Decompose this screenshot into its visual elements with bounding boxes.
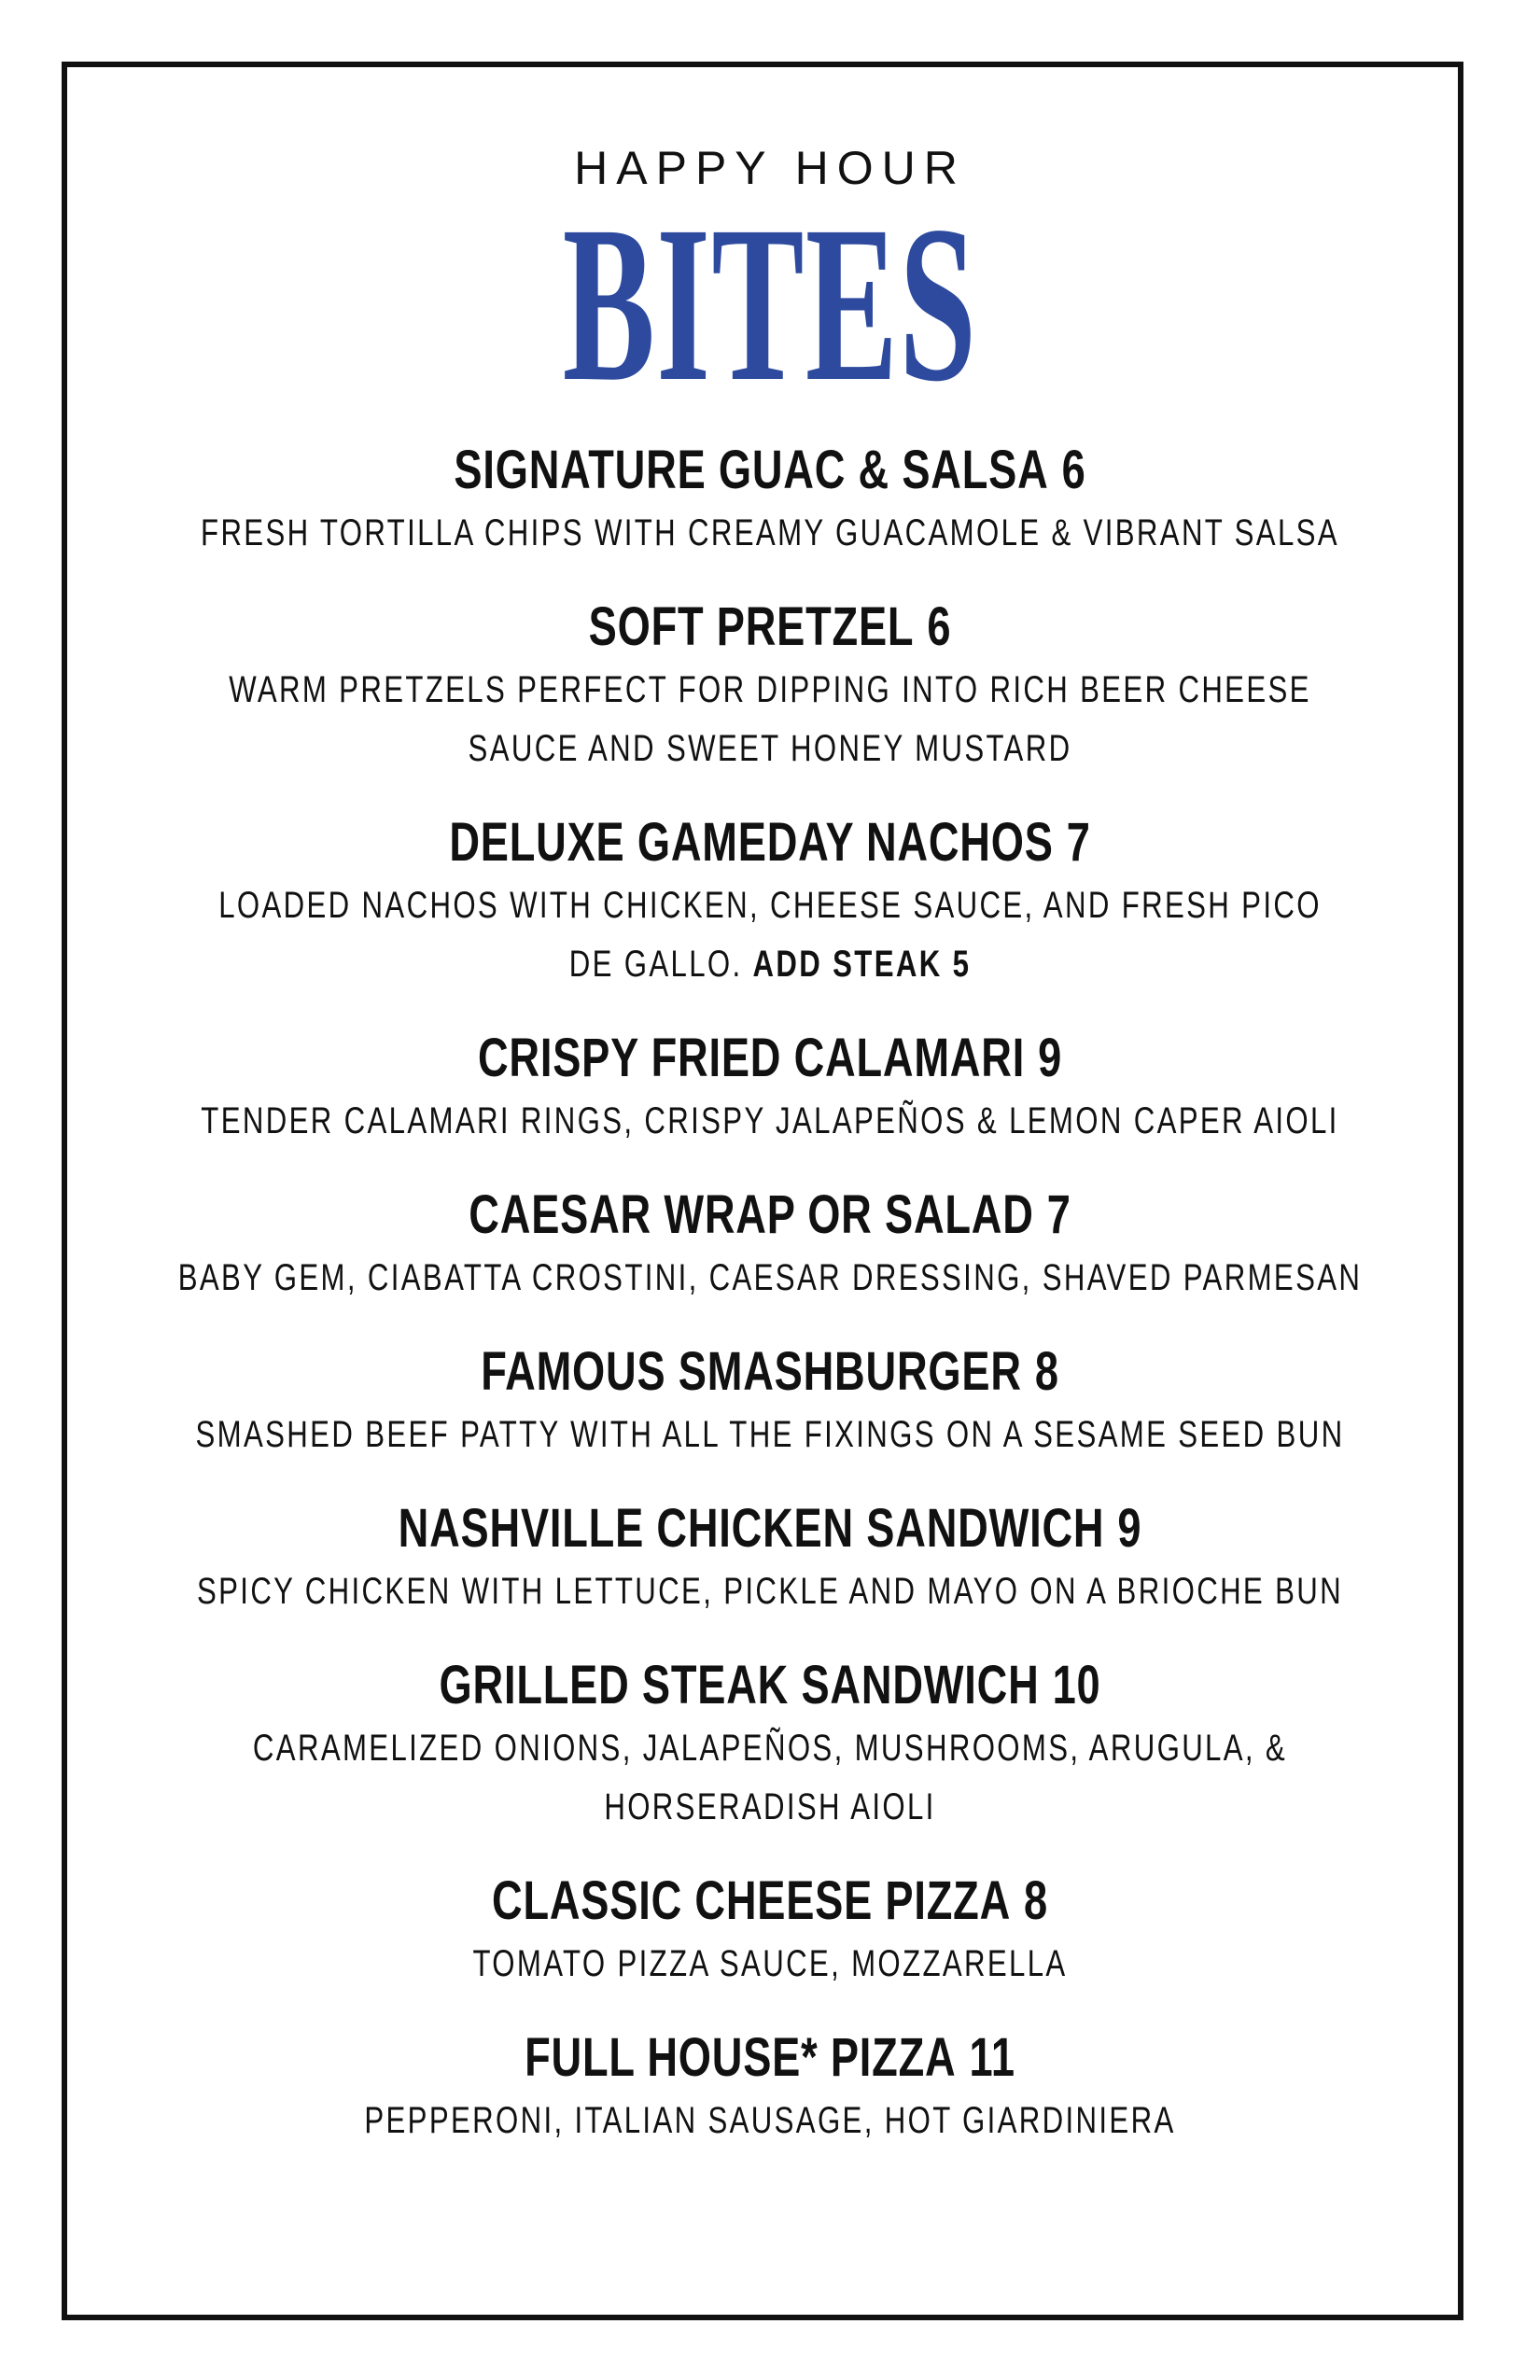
menu-item xyxy=(0,1338,1540,1464)
menu-item xyxy=(0,809,1540,994)
menu-item-description: CARAMELIZED ONIONS, JALAPEÑOS, MUSHROOMS, ARUGULA, & xyxy=(252,1728,1288,1769)
menu-item-price: 9 xyxy=(1038,1028,1063,1088)
menu-item-price: 6 xyxy=(1061,440,1086,500)
menu-item xyxy=(0,1495,1540,1621)
menu-item xyxy=(0,594,1540,778)
menu-item-name: FAMOUS SMASHBURGER 8 xyxy=(481,1341,1059,1402)
menu-item-description: LOADED NACHOS WITH CHICKEN, CHEESE SAUCE, AND FRESH PICO xyxy=(218,885,1322,926)
menu-item-price: 8 xyxy=(1024,1870,1049,1931)
menu-item xyxy=(0,1868,1540,1994)
menu-item-price: 7 xyxy=(1046,1184,1071,1245)
menu-item xyxy=(0,437,1540,563)
menu-item-name: NASHVILLE CHICKEN SANDWICH 9 xyxy=(398,1498,1142,1559)
menu-item-list xyxy=(0,437,1540,2181)
menu-item xyxy=(0,2024,1540,2150)
menu-item-description: FRESH TORTILLA CHIPS WITH CREAMY GUACAMOLE & VIBRANT SALSA xyxy=(201,512,1339,553)
menu-item-price: 8 xyxy=(1034,1341,1059,1402)
menu-item-name: FULL HOUSE* PIZZA 11 xyxy=(525,2027,1015,2088)
menu-item-description: WARM PRETZELS PERFECT FOR DIPPING INTO RICH BEER CHEESE xyxy=(229,669,1311,710)
menu-item-name: SIGNATURE GUAC & SALSA 6 xyxy=(454,440,1086,500)
menu-item-price: 11 xyxy=(969,2027,1015,2088)
menu-title: BITES xyxy=(562,179,978,427)
menu-item-addon: ADD STEAK 5 xyxy=(752,944,972,985)
menu-item-name: CAESAR WRAP OR SALAD 7 xyxy=(469,1184,1071,1245)
menu-item-name: CLASSIC CHEESE PIZZA 8 xyxy=(491,1870,1049,1931)
menu-item-description: SAUCE AND SWEET HONEY MUSTARD xyxy=(468,728,1072,769)
menu-kicker: HAPPY HOUR xyxy=(574,142,966,194)
menu-item-description: DE GALLO. ADD STEAK 5 xyxy=(568,944,972,985)
menu-item-description: PEPPERONI, ITALIAN SAUSAGE, HOT GIARDINIERA xyxy=(364,2100,1176,2141)
menu-item-description: BABY GEM, CIABATTA CROSTINI, CAESAR DRESSING, SHAVED PARMESAN xyxy=(177,1257,1363,1298)
menu-item-price: 10 xyxy=(1052,1655,1101,1715)
menu-item-description: TOMATO PIZZA SAUCE, MOZZARELLA xyxy=(472,1943,1068,1984)
menu-item-description: SMASHED BEEF PATTY WITH ALL THE FIXINGS ON A SESAME SEED BUN xyxy=(195,1414,1345,1455)
menu-item-price: 9 xyxy=(1117,1498,1142,1559)
menu-item-name: DELUXE GAMEDAY NACHOS 7 xyxy=(449,812,1091,873)
menu-item-price: 6 xyxy=(927,596,952,657)
menu-item xyxy=(0,1025,1540,1151)
menu-item-description: SPICY CHICKEN WITH LETTUCE, PICKLE AND MAYO ON A BRIOCHE BUN xyxy=(197,1571,1343,1612)
menu-item-description: HORSERADISH AIOLI xyxy=(604,1786,936,1827)
menu-item-name: GRILLED STEAK SANDWICH 10 xyxy=(439,1655,1101,1715)
menu-item-name: CRISPY FRIED CALAMARI 9 xyxy=(477,1028,1063,1088)
menu-item-name: SOFT PRETZEL 6 xyxy=(588,596,952,657)
menu-item-price: 7 xyxy=(1066,812,1091,873)
menu-item-description: TENDER CALAMARI RINGS, CRISPY JALAPEÑOS & LEMON CAPER AIOLI xyxy=(201,1100,1339,1141)
menu-item xyxy=(0,1182,1540,1308)
menu-item xyxy=(0,1652,1540,1837)
